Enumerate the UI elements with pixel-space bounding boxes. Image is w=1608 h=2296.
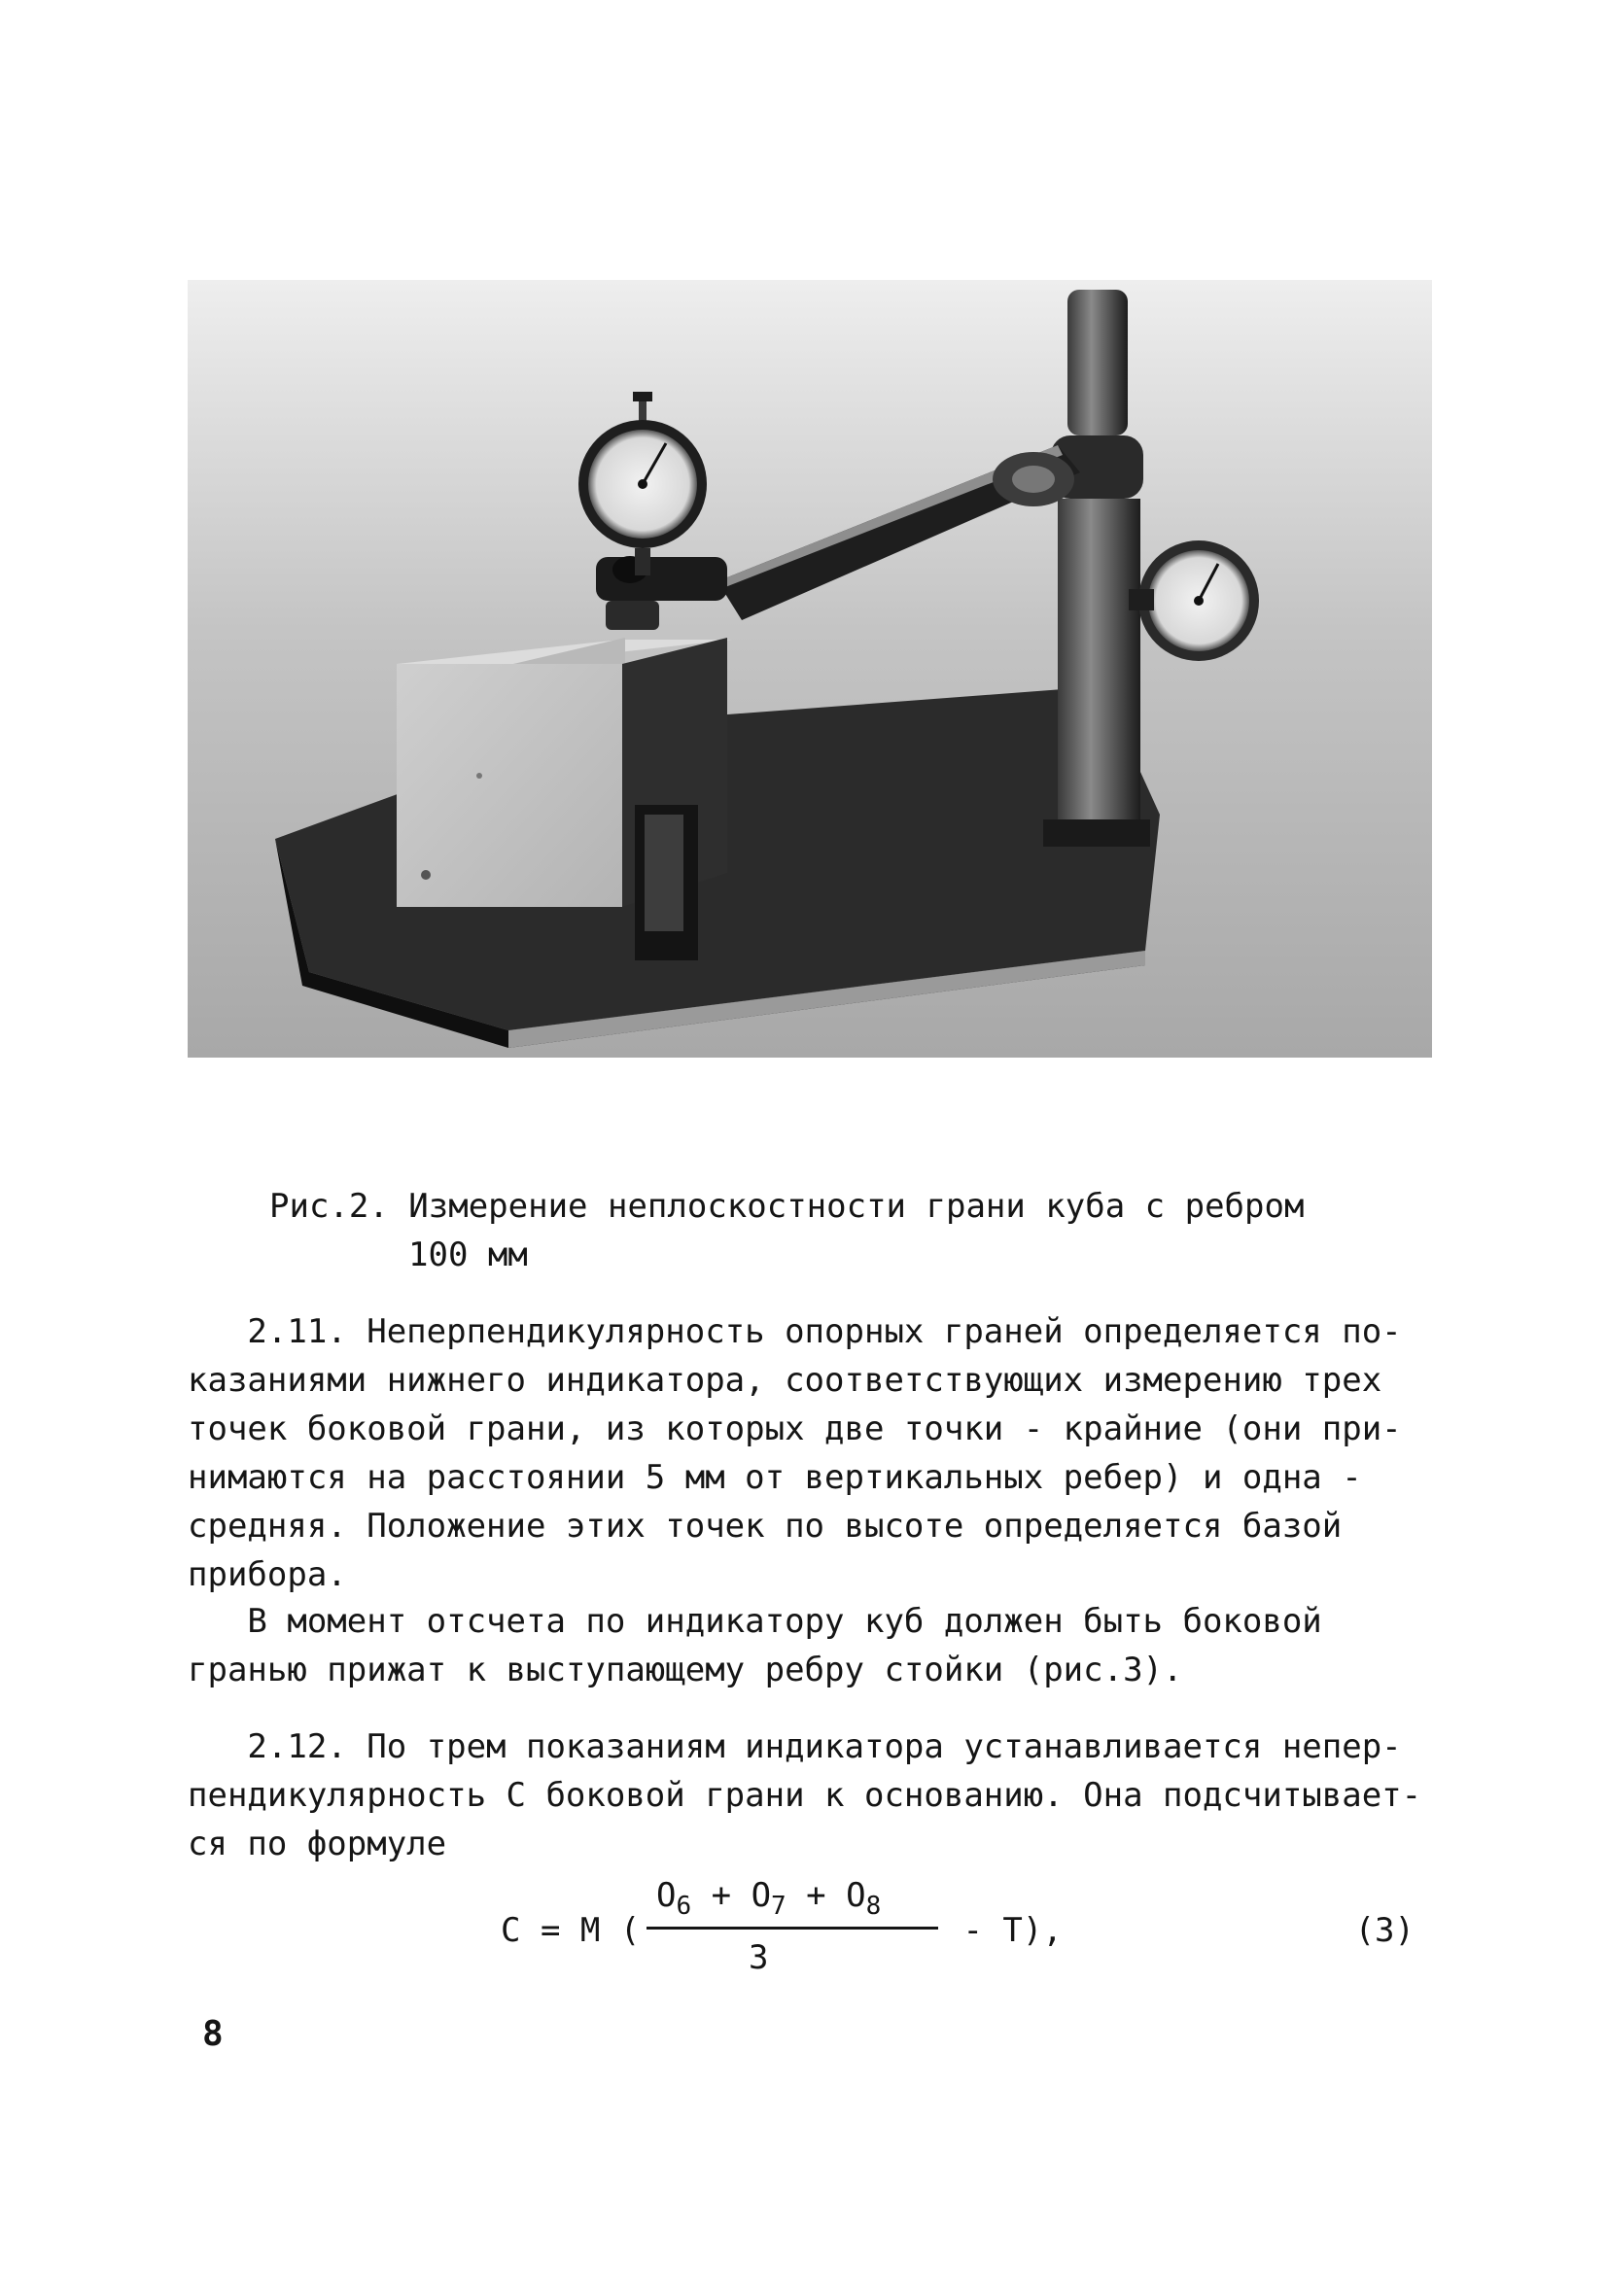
formula-number: (3) xyxy=(1354,1911,1415,1950)
paragraph-line: гранью прижат к выступающему ребру стойки (рис.3). xyxy=(188,1651,1183,1689)
figure-caption xyxy=(269,1182,1304,1279)
figure-caption-line-2: 100 мм xyxy=(408,1235,528,1274)
fraction-bar xyxy=(647,1927,938,1930)
formula-subscript-8: 8 xyxy=(865,1892,882,1921)
formula-o-symbol: О xyxy=(751,1876,772,1915)
paragraph-line: 2.12. По трем показаниям индикатора устанавливается непер- xyxy=(188,1727,1402,1766)
formula-3 xyxy=(501,1876,1434,1993)
formula-subscript-6: 6 xyxy=(676,1892,692,1921)
formula-lhs: С = М ( xyxy=(501,1911,641,1950)
formula-o-symbol: О xyxy=(656,1876,677,1915)
paragraph-line: казаниями нижнего индикатора, соответствующих измерению трех xyxy=(188,1361,1382,1400)
paragraph-2-11-note xyxy=(188,1597,1417,1694)
page-number: 8 xyxy=(202,2014,224,2054)
paragraph-line: пендикулярность С боковой грани к основанию. Она подсчитывает- xyxy=(188,1776,1422,1815)
paragraph-line: средняя. Положение этих точек по высоте определяется базой xyxy=(188,1507,1343,1546)
paragraph-line: 2.11. Неперпендикулярность опорных граней определяется по- xyxy=(188,1312,1402,1351)
formula-plus: + xyxy=(691,1876,752,1915)
paragraph-line: В момент отсчета по индикатору куб должен быть боковой xyxy=(188,1602,1322,1641)
figure-caption-line-1: Рис.2. Измерение неплоскостности грани куба с ребром xyxy=(269,1187,1305,1226)
formula-subscript-7: 7 xyxy=(771,1892,787,1921)
formula-plus: + xyxy=(786,1876,847,1915)
paragraph-2-12 xyxy=(188,1722,1422,1868)
formula-denominator: 3 xyxy=(749,1938,769,1977)
formula-numerator xyxy=(656,1876,882,1921)
paragraph-line: прибора. xyxy=(188,1555,347,1594)
paragraph-2-11 xyxy=(188,1307,1417,1599)
paragraph-line: нимаются на расстоянии 5 мм от вертикальных ребер) и одна - xyxy=(188,1458,1362,1497)
paragraph-line: точек боковой грани, из которых две точки - крайние (они при- xyxy=(188,1409,1402,1448)
paragraph-line: ся по формуле xyxy=(188,1825,447,1863)
formula-rhs: - Т), xyxy=(943,1911,1063,1950)
formula-o-symbol: О xyxy=(846,1876,866,1915)
figure-photo-cube-measurement xyxy=(188,280,1432,1058)
